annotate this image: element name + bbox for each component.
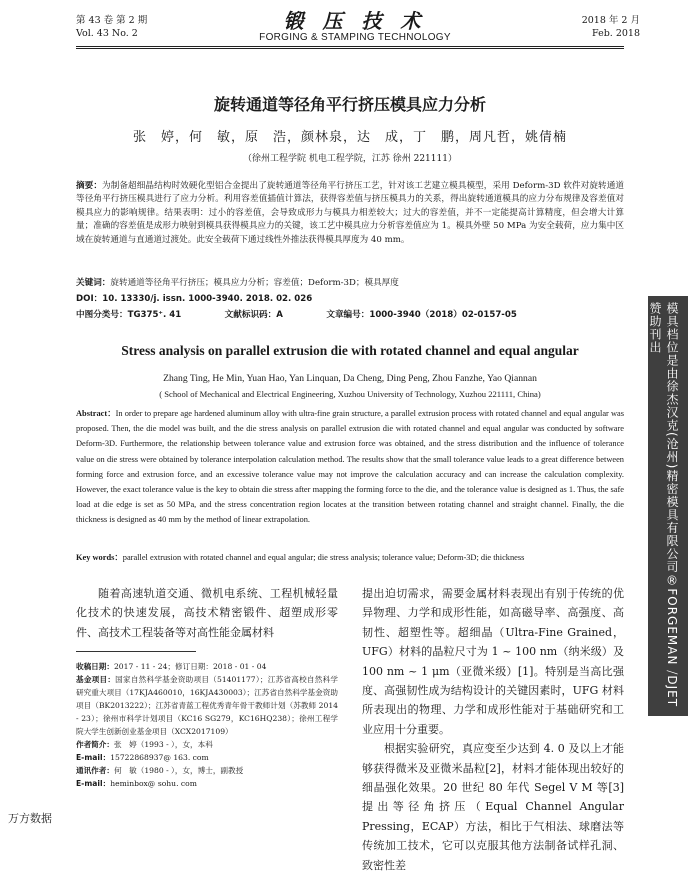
class-value: TG375⁺. 41 — [127, 310, 182, 320]
issue-en: Vol. 43 No. 2 — [76, 28, 138, 39]
doc-label: 文献标识码： — [224, 310, 277, 320]
email2-label: E-mail： — [76, 779, 111, 788]
fund-value: 国家自然科学基金资助项目（51401177）；江苏省高校自然科学研究重大项目（17KJA460010，16KJA430003）；江苏省自然科学基金资助项目（BK2013222）；江苏省青蓝工程优秀青年骨干教师计划（苏教师 2014 - 23）；徐州市科学计划项目（KC16 SG279，KC16HQ238）；徐州工程学院大学生创新创业基金项目（XCX2017109） — [76, 675, 338, 736]
authors-en: Zhang Ting, He Min, Yuan Hao, Yan Linquan, Da Cheng, Ding Peng, Zhou Fanzhe, Yao Qiannan — [163, 373, 537, 384]
abstract-en-label: Abstract： — [76, 409, 116, 418]
paper-title-en: Stress analysis on parallel extrusion die with rotated channel and equal angular — [121, 343, 579, 358]
received-label: 收稿日期： — [76, 662, 114, 671]
abstract-en-text: In order to prepare age hardened aluminum alloy with ultra-fine grain structure, a parallel extrusion process with rotated channel and equal angular was proposed. Then, the die model was built, and the die stress analysis on parallel extrusion die with rotated channel and equal angular was conducted by software Deform-3D. Furthermore, the relationship between tolerance value and extrusion force was obtained, and the stress distribution and the influence of tolerance value on die stress were obtained by tolerance interpolation calculation method. The results show that the small tolerance value leads to a great difference between forming force and extrusion force, and an excessive tolerance value may not improve the calculation accuracy and can increase the calculation complexity. However, the exact tolerance value is the key to obtain die stress after mapping the forming force to the die, and the tolerance value is designed as 1. Thus, the safe load at die edge is set as 50 MPa, and the stress concentration region locates at the transition between rotating channel and straight channel. Finally, the die thickness is designed as 40 mm by the method of linear extrapolation. — [76, 409, 624, 525]
keywords-cn — [76, 277, 624, 290]
journal-title-en: FORGING & STAMPING TECHNOLOGY — [259, 32, 451, 43]
sponsor-banner-text: 模具档位是由徐杰汉克(沧州)精密模具有限公司®FORGEMAN ⧸DJET赞助刊出 — [648, 302, 679, 708]
keywords-cn-label: 关键词： — [76, 278, 111, 288]
author-value: 张 婷（1993 - ），女，本科 — [113, 740, 213, 749]
author-label: 作者简介： — [76, 740, 114, 749]
abstract-cn-label: 摘要： — [76, 181, 103, 191]
issue-cn: 第 43 卷 第 2 期 — [76, 15, 148, 26]
email-label: E-mail： — [76, 753, 111, 762]
abstract-en — [76, 406, 624, 528]
body-right-column — [362, 584, 624, 875]
body-right-paragraph-1: 提出迫切需求，需要金属材料表现出有别于传统的优异物理、力学和成形性能，如高磁导率、高强度、高韧性、超塑性等。超细晶（Ultra-Fine Grained，UFG）材料的晶粒尺寸为 1 ~ 100 nm（纳米级）及 100 nm ~ 1 μm（亚微米级）[1]。特别是当高比强度、高强韧性成为结构设计的关键因素时，UFG 材料所表现出的物理、力学和成形性能对于基础研究和工业应用十分重要。 — [362, 587, 624, 736]
affiliation-en: ( School of Mechanical and Electrical Engineering, Xuzhou University of Technology, Xuzhou 221111, China) — [159, 389, 541, 399]
journal-masthead — [240, 10, 470, 43]
footnote-email — [76, 751, 338, 764]
abstract-cn — [76, 180, 624, 247]
footnote-author — [76, 738, 338, 751]
doc-value: A — [276, 310, 283, 320]
paper-title-cn: 旋转通道等径角平行挤压模具应力分析 — [213, 95, 486, 114]
footnote-received — [76, 660, 338, 673]
doi-label: DOI： — [76, 294, 103, 304]
authors-cn: 张 婷，何 敏，原 浩，颜林泉，达 成，丁 鹏，周凡哲，姚倩楠 — [132, 130, 567, 145]
footnote-corresponding — [76, 764, 338, 777]
footnote-email-2 — [76, 777, 338, 790]
journal-title-cn: 锻 压 技 术 — [283, 9, 427, 33]
footnote-rule — [76, 651, 196, 652]
abstract-cn-text: 为制备超细晶结构时效硬化型铝合金提出了旋转通道等径角平行挤压工艺，针对该工艺建立模具模型，采用 Deform-3D 软件对旋转通道等径角平行挤压模具进行了应力分析。利用容差值插值计算法，获得容差值与挤压模具力的关系，得出旋转通道模具的应力分布规律及容差值对模具应力的影响规律。结果表明：过小的容差值，会导致成形力与模具力相差较大；过大的容差值，并不一定能提高计算精度，但会增大计算量；准确的容差值是成形力映射到模具获得模具应力的关键，该工艺中模具应力分析容差值应为 1。模具外壁 50 MPa 为安全载荷，应力集中区域在旋转通道与直通道过渡处。此安全载荷下通过线性外推法获得模具厚度为 40 mm。 — [76, 181, 624, 245]
body-right-paragraph-2: 根据实验研究，真应变至少达到 4. 0 及以上才能够获得微米及亚微米晶粒[2]，材料才能体现出较好的细晶强化效果。20 世纪 80 年代 Segel V M 等[3] 提出等径角挤压（Equal Channel Angular Pressing，ECAP）方法，相比于气相法、球磨法等传统加工技术，它可以克服其他方法制备试样孔洞、致密性差 — [362, 742, 624, 872]
date-info — [582, 14, 640, 40]
keywords-en — [76, 551, 624, 564]
corr-label: 通讯作者： — [76, 766, 114, 775]
corr-value: 何 敏（1980 - ），女，博士，副教授 — [113, 766, 244, 775]
date-cn: 2018 年 2 月 — [581, 15, 640, 26]
classification-line — [76, 309, 624, 322]
keywords-cn-text: 旋转通道等径角平行挤压；模具应力分析；容差值；Deform-3D；模具厚度 — [110, 278, 399, 288]
fund-label: 基金项目： — [76, 675, 116, 684]
doi-value[interactable]: 10. 13330/j. issn. 1000-3940. 2018. 02. 026 — [102, 294, 313, 304]
email2-value[interactable]: heminbox@ sohu. com — [110, 779, 197, 788]
affiliation-cn: （徐州工程学院 机电工程学院，江苏 徐州 221111） — [243, 154, 457, 164]
body-left-paragraph: 随着高速轨道交通、微机电系统、工程机械轻量化技术的快速发展，高技术精密锻件、超塑成形零件、高技术工程装备等对高性能金属材料 — [76, 587, 338, 639]
issue-info — [76, 14, 147, 40]
wanfang-watermark: 万方数据 — [8, 812, 52, 825]
header-rule — [76, 46, 624, 47]
footnote — [76, 660, 338, 790]
article-value: 1000-3940（2018）02-0157-05 — [369, 310, 517, 320]
received-value: 2017 - 11 - 24；修订日期：2018 - 01 - 04 — [113, 662, 267, 671]
footnote-fund — [76, 673, 338, 738]
email-value[interactable]: 15722868937@ 163. com — [110, 753, 209, 762]
header-rule-thin — [76, 48, 624, 49]
keywords-en-text: parallel extrusion with rotated channel and equal angular; die stress analysis; tolerance value; Deform-3D; die thickness — [122, 553, 525, 562]
date-en: Feb. 2018 — [592, 28, 640, 39]
keywords-en-label: Key words： — [76, 553, 123, 562]
class-label: 中图分类号： — [76, 310, 128, 320]
doi-line — [76, 293, 624, 306]
article-label: 文章编号： — [326, 310, 370, 320]
